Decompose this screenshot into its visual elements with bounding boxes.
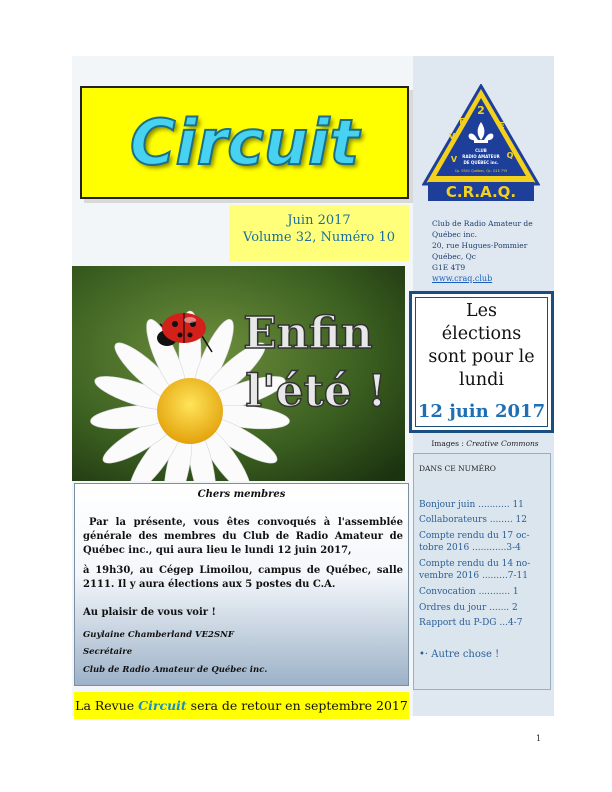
toc-item[interactable]: vembre 2016 .........7-11 — [419, 571, 528, 581]
photo-text: Enfin — [243, 308, 373, 359]
letter-title: Chers membres — [197, 489, 286, 500]
credit-source: Creative Commons — [466, 439, 539, 448]
masthead-title: Circuit — [129, 106, 360, 179]
logo-letter: V — [448, 132, 456, 141]
toc-item[interactable]: Bonjour juin ........... 11 — [419, 500, 524, 510]
toc-item[interactable]: Convocation ........... 1 — [419, 587, 519, 597]
masthead — [80, 86, 409, 199]
logo-club-line: DE QUÉBEC inc. — [463, 160, 499, 165]
logo-number: 2 — [477, 104, 485, 117]
address-line: 20, rue Hugues-Pommier — [432, 241, 528, 250]
letter-paragraph: Par la présente, vous êtes convoqués à l'assemblée générale des membres du Club de Radio Amateur de Québec inc., qui aura lieu le lundi 12 juin 2017, — [83, 517, 403, 556]
toc-item[interactable]: Collaborateurs ........ 12 — [419, 515, 527, 525]
signature-title: Secrétaire — [83, 647, 133, 657]
logo-letter: V — [450, 155, 458, 164]
members-letter — [74, 483, 409, 686]
election-line: lundi — [459, 370, 504, 390]
letter-paragraph: Au plaisir de vous voir ! — [83, 607, 216, 618]
issue-volume: Volume 32, Numéro 10 — [243, 230, 395, 245]
toc-item[interactable]: Compte rendu du 14 no- — [419, 559, 531, 569]
election-date: 12 juin 2017 — [417, 401, 546, 422]
image-credit — [420, 439, 550, 448]
toc-item[interactable]: Ordres du jour ....... 2 — [419, 603, 518, 613]
election-line: sont pour le — [428, 347, 535, 367]
toc-title: DANS CE NUMÉRO — [419, 464, 496, 473]
banner-circuit: Circuit — [138, 698, 187, 713]
club-address — [432, 218, 552, 284]
election-line: Les — [466, 301, 497, 321]
banner-text: La Revue — [75, 698, 139, 713]
address-line: G1E 4T9 — [432, 263, 466, 272]
letter-paragraph: à 19h30, au Cégep Limoilou, campus de Québec, salle 2111. Il y aura élections aux 5 postes du C.A. — [83, 565, 403, 590]
logo-club-line: RADIO AMATEUR — [462, 154, 500, 159]
toc-item[interactable]: Rapport du P-DG ...4-7 — [419, 618, 523, 628]
toc-other[interactable]: •· Autre chose ! — [419, 649, 500, 660]
election-line: élections — [441, 324, 522, 344]
signature-name: Guylaine Chamberland VE2SNF — [83, 630, 234, 640]
toc-item[interactable]: tobre 2016 ............3-4 — [419, 543, 521, 553]
toc-item[interactable]: Compte rendu du 17 oc- — [419, 531, 530, 541]
logo-club-line: CLUB — [475, 148, 487, 153]
address-line: Québec, Qc — [432, 252, 476, 261]
return-notice-banner — [74, 692, 409, 719]
logo-letter: E — [459, 117, 465, 126]
logo-acronym: C.R.A.Q. — [445, 183, 517, 201]
summer-photo — [72, 266, 405, 481]
issue-info — [229, 205, 409, 261]
logo-letter: Q — [506, 151, 514, 160]
page-number: 1 — [536, 734, 542, 743]
logo-letter: E — [499, 121, 505, 130]
election-notice — [409, 291, 554, 433]
credit-label: Images : — [431, 439, 467, 448]
photo-text: l'été ! — [245, 366, 387, 417]
address-line: Club de Radio Amateur de Québec inc. — [432, 219, 533, 239]
issue-date: Juin 2017 — [287, 213, 351, 228]
banner-text: sera de retour en septembre 2017 — [186, 698, 408, 713]
website-link[interactable]: www.craq.club — [432, 274, 493, 283]
logo-postal: Cp. 9341 Québec, Qc. G1E 7Y5 — [454, 169, 508, 173]
table-of-contents — [413, 453, 551, 690]
craq-logo — [422, 84, 540, 202]
signature-club: Club de Radio Amateur de Québec inc. — [83, 665, 268, 675]
